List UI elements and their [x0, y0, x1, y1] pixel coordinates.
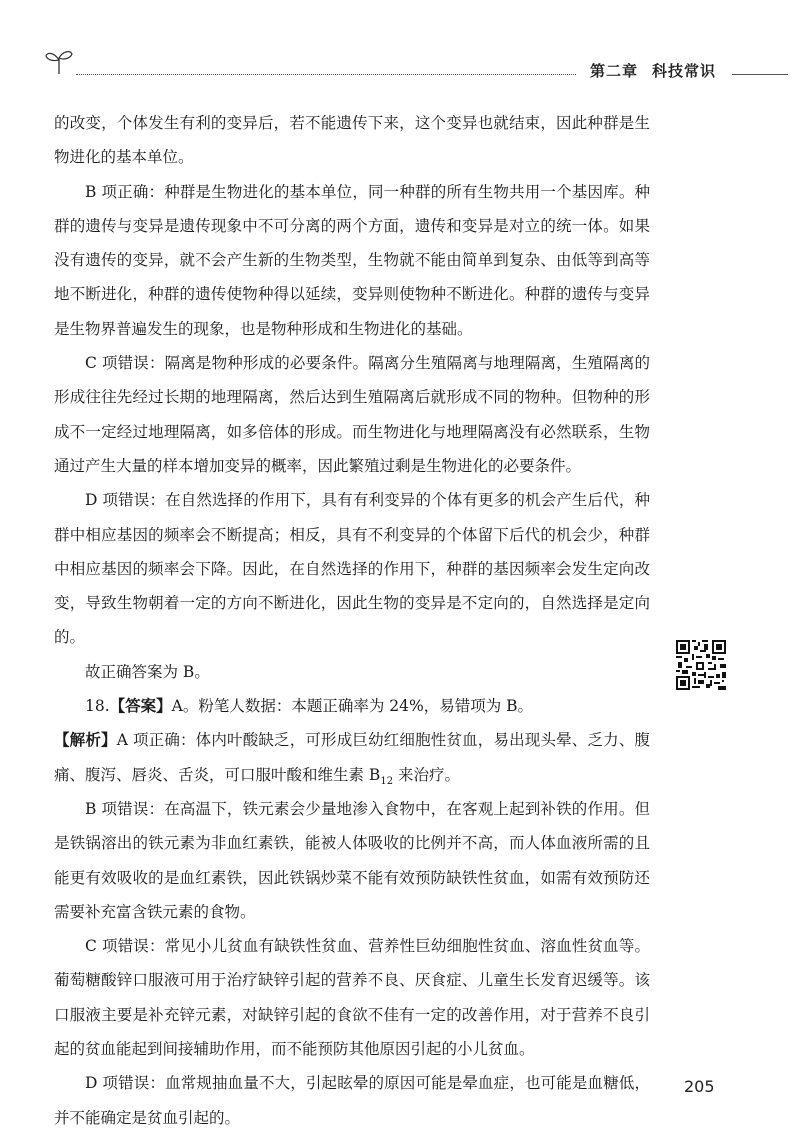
answer-tag: 【答案】	[109, 697, 172, 716]
paragraph-option-b: B 项正确：种群是生物进化的基本单位，同一种群的所有生物共用一个基因库。种群的遗传与变异是遗传现象中不可分离的两个方面，遗传和变异是对立的统一体。如果没有遗传的变异，就不会产生新的生物类型，生物就不能由简单到复杂、由低等到高等地不断进化，种群的遗传使物种得以延续，变异则使物种不断进化。种群的遗传与变异是生物界普遍发生的现象，也是物种形成和生物进化的基础。	[54, 182, 650, 338]
page-header	[0, 0, 800, 90]
chapter-number: 第二章	[590, 62, 639, 80]
qr-code[interactable]	[676, 640, 726, 690]
chapter-section: 科技常识	[652, 62, 717, 80]
answer-text: A。粉笔人数据：本题正确率为 24%，易错项为 B。	[171, 697, 534, 716]
paragraph-continuation: 的改变，个体发生有利的变异后，若不能遗传下来，这个变异也就结束，因此种群是生物进化的基本单位。	[54, 114, 650, 167]
paragraph-option-c: C 项错误：隔离是物种形成的必要条件。隔离分生殖隔离与地理隔离，生殖隔离的形成往往先经过长期的地理隔离，然后达到生殖隔离后就形成不同的物种。但物种的形成不一定经过地理隔离，如多倍体的形成。而生物进化与地理隔离没有必然联系，生物通过产生大量的样本增加变异的概率，因此繁殖过剩是生物进化的必要条件。	[54, 354, 650, 475]
paragraph-option-d: D 项错误：在自然选择的作用下，具有有利变异的个体有更多的机会产生后代，种群中相应基因的频率会不断提高；相反，具有不利变异的个体留下后代的机会少，种群中相应基因的频率会下降。因此，在自然选择的作用下，种群的基因频率会发生定向改变，导致生物朝着一定的方向不断进化，因此生物的变异是不定向的，自然选择是定向的。	[54, 491, 650, 647]
q18-analysis	[54, 723, 650, 792]
chapter-title	[590, 60, 730, 81]
analysis-subscript: 12	[380, 775, 394, 787]
paragraph-q18-b: B 项错误：在高温下，铁元素会少量地渗入食物中，在客观上起到补铁的作用。但是铁锅溶出的铁元素为非血红素铁，能被人体吸收的比例并不高，而人体血液所需的且能更有效吸收的是血红素铁，因此铁锅炒菜不能有效预防缺铁性贫血，如需有效预防还需要补充富含铁元素的食物。	[54, 799, 650, 921]
q18-number: 18.	[85, 697, 110, 716]
analysis-tag: 【解析】	[54, 731, 117, 750]
analysis-text-end: 来治疗。	[393, 765, 460, 784]
sprout-icon	[44, 48, 74, 76]
header-divider	[76, 74, 576, 75]
paragraph-answer: 故正确答案为 B。	[85, 662, 210, 681]
page-number: 205	[684, 1077, 715, 1096]
analysis-text: A 项正确：体内叶酸缺乏，可形成巨幼红细胞性贫血，易出现头晕、乏力、腹痛、腹泻、唇炎、舌炎，可口服叶酸和维生素 B	[54, 731, 650, 784]
paragraph-q18-d: D 项错误：血常规抽血量不大，引起眩晕的原因可能是晕血症，也可能是血糖低，并不能确定是贫血引起的。	[54, 1074, 650, 1127]
header-divider-right	[732, 74, 788, 75]
q18-answer-line	[54, 689, 650, 723]
paragraph-q18-c: C 项错误：常见小儿贫血有缺铁性贫血、营养性巨幼细胞性贫血、溶血性贫血等。葡萄糖酸锌口服液可用于治疗缺锌引起的营养不良、厌食症、儿童生长发育迟缓等。该口服液主要是补充锌元素，对缺锌引起的食欲不佳有一定的改善作用，对于营养不良引起的贫血能起到间接辅助作用，而不能预防其他原因引起的小儿贫血。	[54, 937, 650, 1059]
page-body	[54, 106, 650, 1135]
